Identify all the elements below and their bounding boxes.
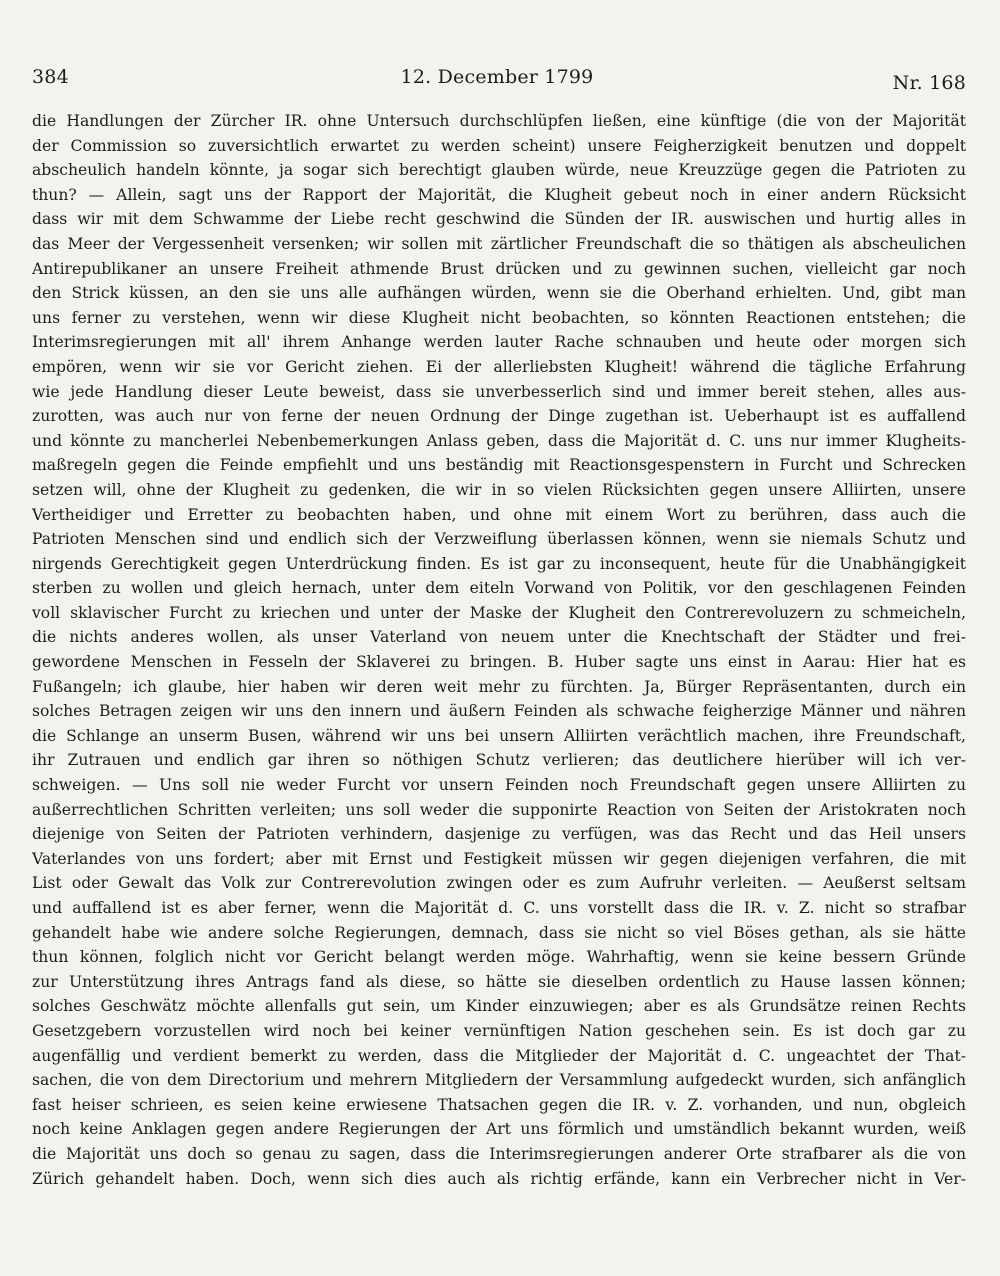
text-line: List oder Gewalt das Volk zur Contrerevolution zwingen oder es zum Aufruhr verleiten. — Aeußerst seltsam: [32, 874, 966, 893]
text-line: und auffallend ist es aber ferner, wenn die Majorität d. C. uns vorstellt dass die IR. v. Z. nicht so strafbar: [32, 899, 966, 917]
text-line: diejenige von Seiten der Patrioten verhindern, dasjenige zu verfügen, was das Recht und das Heil unsers: [32, 825, 966, 844]
text-line: wie jede Handlung dieser Leute beweist, dass sie unverbesserlich sind und immer bereit stehen, alles aus-: [32, 382, 966, 401]
text-line: das Meer der Vergessenheit versenken; wir sollen mit zärtlicher Freundschaft die so thätigen als abscheulichen: [32, 234, 966, 253]
text-line: abscheulich handeln könnte, ja sogar sich berechtigt glauben würde, neue Kreuzzüge gegen die Patrioten zu: [32, 161, 966, 180]
text-line: thun können, folglich nicht vor Gericht belangt werden möge. Wahrhaftig, wenn sie keine bessern Gründe: [32, 948, 966, 967]
text-line: Zürich gehandelt haben. Doch, wenn sich dies auch als richtig erfände, kann ein Verbrecher nicht in Ver-: [32, 1169, 966, 1188]
text-line: solches Betragen zeigen wir uns den innern und äußern Feinden als schwache feigherzige Männer und nähren: [32, 702, 966, 721]
text-line: außerrechtlichen Schritten verleiten; uns soll weder die supponirte Reaction von Seiten der Aristokraten noch: [32, 800, 966, 819]
header-date: 12. December 1799: [400, 66, 594, 88]
text-line: uns ferner zu verstehen, wenn wir diese Klugheit nicht beobachten, so könnten Reactionen entstehen; die: [32, 308, 966, 327]
text-line: ihr Zutrauen und endlich gar ihren so nöthigen Schutz verlieren; das deutlichere hierüber will ich ver-: [32, 751, 966, 770]
text-line: gehandelt habe wie andere solche Regierungen, demnach, dass sie nicht so viel Böses gethan, als sie hätte: [32, 923, 966, 942]
text-line: zurotten, was auch nur von ferne der neuen Ordnung der Dinge zugethan ist. Ueberhaupt ist es auffallend: [32, 407, 966, 426]
text-line: die Schlange an unserm Busen, während wir uns bei unsern Alliirten verächtlich machen, ihre Freundschaft,: [32, 726, 966, 745]
text-line: dass wir mit dem Schwamme der Liebe recht geschwind die Sünden der IR. auswischen und hurtig alles in: [32, 210, 966, 229]
text-line: gewordene Menschen in Fesseln der Sklaverei zu bringen. B. Huber sagte uns einst in Aarau: Hier hat es: [32, 653, 966, 672]
text-line: setzen will, ohne der Klugheit zu gedenken, die wir in so vielen Rücksichten gegen unsere Alliirten, unsere: [32, 480, 966, 499]
text-line: zur Unterstützung ihres Antrags fand als diese, so hätte sie dieselben ordentlich zu Hause lassen können;: [32, 972, 966, 991]
body-text: [32, 109, 966, 1191]
text-line: sterben zu wollen und gleich hernach, unter dem eiteln Vorwand von Politik, vor den geschlagenen Feinden: [32, 579, 966, 598]
text-line: die nichts anderes wollen, als unser Vaterland von neuem unter die Knechtschaft der Städter und frei-: [32, 628, 966, 647]
text-line: maßregeln gegen die Feinde empfiehlt und uns beständig mit Reactionsgespenstern in Furcht und Schrecken: [32, 456, 966, 475]
text-line: thun? — Allein, sagt uns der Rapport der Majorität, die Klugheit gebeut noch in einer andern Rücksicht: [32, 185, 966, 204]
text-line: nirgends Gerechtigkeit gegen Unterdrückung finden. Es ist gar zu inconsequent, heute für die Unabhängigkeit: [32, 554, 966, 573]
text-line: die Majorität uns doch so genau zu sagen, dass die Interimsregierungen anderer Orte strafbarer als die von: [32, 1144, 966, 1163]
page-number: 384: [32, 66, 69, 88]
document-number: Nr. 168: [892, 72, 966, 94]
text-line: Interimsregierungen mit all' ihrem Anhange werden lauter Rache schnauben und heute oder morgen sich: [32, 333, 966, 352]
text-line: schweigen. — Uns soll nie weder Furcht vor unsern Feinden noch Freundschaft gegen unsere Alliirten zu: [32, 776, 966, 795]
page-header: [32, 66, 966, 96]
text-line: fast heiser schrieen, es seien keine erwiesene Thatsachen gegen die IR. v. Z. vorhanden, und nun, obgleich: [32, 1095, 966, 1114]
text-line: Patrioten Menschen sind und endlich sich der Verzweiflung überlassen können, wenn sie niemals Schutz und: [32, 530, 966, 549]
text-line: Vertheidiger und Erretter zu beobachten haben, und ohne mit einem Wort zu berühren, dass auch die: [32, 505, 966, 524]
text-line: voll sklavischer Furcht zu kriechen und unter der Maske der Klugheit den Contrerevoluzern zu schmeicheln,: [32, 603, 966, 622]
text-line: Fußangeln; ich glaube, hier haben wir deren weit mehr zu fürchten. Ja, Bürger Repräsentanten, durch ein: [32, 677, 966, 696]
text-line: solches Geschwätz möchte allenfalls gut sein, um Kinder einzuwiegen; aber es als Grundsätze reinen Rechts: [32, 997, 966, 1016]
text-line: augenfällig und verdient bemerkt zu werden, dass die Mitglieder der Majorität d. C. ungeachtet der That-: [32, 1046, 966, 1065]
text-line: die Handlungen der Zürcher IR. ohne Untersuch durchschlüpfen ließen, eine künftige (die von der Majorität: [32, 112, 966, 130]
text-line: Gesetzgebern vorzustellen wird noch bei keiner vernünftigen Nation geschehen sein. Es ist doch gar zu: [32, 1021, 966, 1040]
text-line: empören, wenn wir sie vor Gericht ziehen. Ei der allerliebsten Klugheit! während die tägliche Erfahrung: [32, 357, 966, 376]
text-line: und könnte zu mancherlei Nebenbemerkungen Anlass geben, dass die Majorität d. C. uns nur immer Klugheits-: [32, 431, 966, 450]
text-line: Antirepublikaner an unsere Freiheit athmende Brust drücken und zu gewinnen suchen, vielleicht gar noch: [32, 259, 966, 278]
text-line: sachen, die von dem Directorium und mehrern Mitgliedern der Versammlung aufgedeckt wurden, sich anfänglich: [32, 1071, 966, 1090]
text-line: Vaterlandes von uns fordert; aber mit Ernst und Festigkeit müssen wir gegen diejenigen verfahren, die mit: [32, 849, 966, 868]
text-line: noch keine Anklagen gegen andere Regierungen der Art uns förmlich und umständlich bekannt wurden, weiß: [32, 1120, 966, 1139]
text-line: der Commission so zuversichtlich erwartet zu werden scheint) unsere Feigherzigkeit benutzen und doppelt: [32, 136, 966, 155]
text-line: den Strick küssen, an den sie uns alle aufhängen würden, wenn sie die Oberhand erhielten. Und, gibt man: [32, 284, 966, 303]
